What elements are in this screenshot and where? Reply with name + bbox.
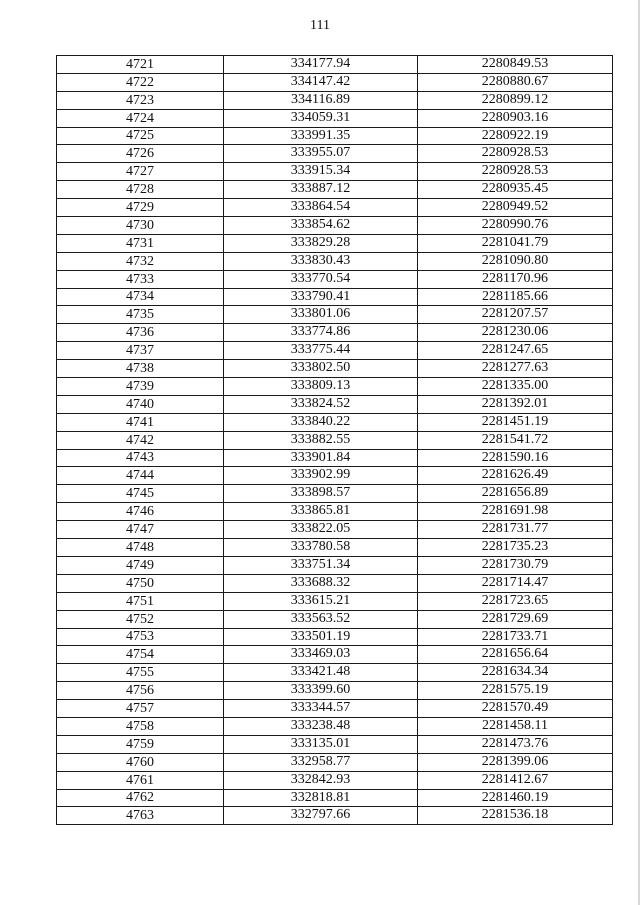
point-number-cell: 4744 (57, 467, 224, 485)
point-number-cell: 4747 (57, 521, 224, 539)
x-coordinate-cell: 333469.03 (224, 646, 418, 664)
point-number-cell: 4762 (57, 789, 224, 807)
table-row (57, 252, 613, 270)
point-number-cell: 4751 (57, 592, 224, 610)
table-row (57, 270, 613, 288)
x-coordinate-cell: 333615.21 (224, 592, 418, 610)
y-coordinate-cell: 2280928.53 (418, 163, 613, 181)
table-row (57, 610, 613, 628)
table-row (57, 521, 613, 539)
x-coordinate-cell: 334147.42 (224, 73, 418, 91)
table-row (57, 145, 613, 163)
x-coordinate-cell: 333751.34 (224, 556, 418, 574)
table-row (57, 234, 613, 252)
table-row (57, 181, 613, 199)
point-number-cell: 4732 (57, 252, 224, 270)
y-coordinate-cell: 2281335.00 (418, 378, 613, 396)
point-number-cell: 4737 (57, 342, 224, 360)
point-number-cell: 4723 (57, 91, 224, 109)
x-coordinate-cell: 333501.19 (224, 628, 418, 646)
point-number-cell: 4738 (57, 360, 224, 378)
x-coordinate-cell: 333915.34 (224, 163, 418, 181)
table-row (57, 664, 613, 682)
point-number-cell: 4741 (57, 413, 224, 431)
y-coordinate-cell: 2281731.77 (418, 521, 613, 539)
x-coordinate-cell: 333840.22 (224, 413, 418, 431)
point-number-cell: 4733 (57, 270, 224, 288)
table-row (57, 91, 613, 109)
x-coordinate-cell: 333790.41 (224, 288, 418, 306)
y-coordinate-cell: 2281656.64 (418, 646, 613, 664)
x-coordinate-cell: 333774.86 (224, 324, 418, 342)
x-coordinate-cell: 333399.60 (224, 682, 418, 700)
table-row (57, 449, 613, 467)
point-number-cell: 4758 (57, 717, 224, 735)
table-row (57, 413, 613, 431)
y-coordinate-cell: 2281626.49 (418, 467, 613, 485)
x-coordinate-cell: 333955.07 (224, 145, 418, 163)
y-coordinate-cell: 2280922.19 (418, 127, 613, 145)
point-number-cell: 4754 (57, 646, 224, 664)
y-coordinate-cell: 2280899.12 (418, 91, 613, 109)
y-coordinate-cell: 2281730.79 (418, 556, 613, 574)
table-row (57, 109, 613, 127)
y-coordinate-cell: 2281451.19 (418, 413, 613, 431)
table-row (57, 324, 613, 342)
table-row (57, 628, 613, 646)
x-coordinate-cell: 333688.32 (224, 574, 418, 592)
table-row (57, 56, 613, 74)
table-row (57, 556, 613, 574)
point-number-cell: 4761 (57, 771, 224, 789)
y-coordinate-cell: 2281412.67 (418, 771, 613, 789)
point-number-cell: 4750 (57, 574, 224, 592)
table-row (57, 807, 613, 825)
y-coordinate-cell: 2281735.23 (418, 539, 613, 557)
point-number-cell: 4740 (57, 395, 224, 413)
point-number-cell: 4759 (57, 735, 224, 753)
x-coordinate-cell: 334059.31 (224, 109, 418, 127)
point-number-cell: 4724 (57, 109, 224, 127)
x-coordinate-cell: 333421.48 (224, 664, 418, 682)
table-row (57, 592, 613, 610)
point-number-cell: 4749 (57, 556, 224, 574)
x-coordinate-cell: 333854.62 (224, 217, 418, 235)
point-number-cell: 4739 (57, 378, 224, 396)
point-number-cell: 4722 (57, 73, 224, 91)
table-row (57, 646, 613, 664)
y-coordinate-cell: 2281733.71 (418, 628, 613, 646)
y-coordinate-cell: 2280949.52 (418, 199, 613, 217)
y-coordinate-cell: 2281570.49 (418, 700, 613, 718)
x-coordinate-cell: 333829.28 (224, 234, 418, 252)
point-number-cell: 4757 (57, 700, 224, 718)
x-coordinate-cell: 333830.43 (224, 252, 418, 270)
y-coordinate-cell: 2281247.65 (418, 342, 613, 360)
y-coordinate-cell: 2281575.19 (418, 682, 613, 700)
y-coordinate-cell: 2281460.19 (418, 789, 613, 807)
table-row (57, 127, 613, 145)
x-coordinate-cell: 333802.50 (224, 360, 418, 378)
x-coordinate-cell: 334177.94 (224, 56, 418, 74)
x-coordinate-cell: 332818.81 (224, 789, 418, 807)
table-row (57, 539, 613, 557)
point-number-cell: 4745 (57, 485, 224, 503)
y-coordinate-cell: 2281473.76 (418, 735, 613, 753)
x-coordinate-cell: 333901.84 (224, 449, 418, 467)
y-coordinate-cell: 2280849.53 (418, 56, 613, 74)
point-number-cell: 4728 (57, 181, 224, 199)
y-coordinate-cell: 2281656.89 (418, 485, 613, 503)
table-row (57, 700, 613, 718)
y-coordinate-cell: 2280990.76 (418, 217, 613, 235)
x-coordinate-cell: 333801.06 (224, 306, 418, 324)
y-coordinate-cell: 2281041.79 (418, 234, 613, 252)
x-coordinate-cell: 333770.54 (224, 270, 418, 288)
y-coordinate-cell: 2281723.65 (418, 592, 613, 610)
point-number-cell: 4735 (57, 306, 224, 324)
x-coordinate-cell: 333864.54 (224, 199, 418, 217)
table-row (57, 771, 613, 789)
x-coordinate-cell: 333822.05 (224, 521, 418, 539)
point-number-cell: 4755 (57, 664, 224, 682)
point-number-cell: 4748 (57, 539, 224, 557)
x-coordinate-cell: 333824.52 (224, 395, 418, 413)
point-number-cell: 4730 (57, 217, 224, 235)
y-coordinate-cell: 2281729.69 (418, 610, 613, 628)
y-coordinate-cell: 2281392.01 (418, 395, 613, 413)
y-coordinate-cell: 2280935.45 (418, 181, 613, 199)
x-coordinate-cell: 334116.89 (224, 91, 418, 109)
point-number-cell: 4729 (57, 199, 224, 217)
table-row (57, 378, 613, 396)
table-row (57, 467, 613, 485)
point-number-cell: 4734 (57, 288, 224, 306)
x-coordinate-cell: 333135.01 (224, 735, 418, 753)
y-coordinate-cell: 2281399.06 (418, 753, 613, 771)
x-coordinate-cell: 333780.58 (224, 539, 418, 557)
y-coordinate-cell: 2281170.96 (418, 270, 613, 288)
x-coordinate-cell: 333563.52 (224, 610, 418, 628)
coordinates-table (56, 55, 613, 825)
point-number-cell: 4721 (57, 56, 224, 74)
y-coordinate-cell: 2281185.66 (418, 288, 613, 306)
x-coordinate-cell: 333882.55 (224, 431, 418, 449)
y-coordinate-cell: 2281230.06 (418, 324, 613, 342)
table-row (57, 574, 613, 592)
y-coordinate-cell: 2280880.67 (418, 73, 613, 91)
table-row (57, 342, 613, 360)
table-row (57, 360, 613, 378)
page-number: 111 (310, 18, 330, 33)
x-coordinate-cell: 333887.12 (224, 181, 418, 199)
y-coordinate-cell: 2281634.34 (418, 664, 613, 682)
coordinates-table-body (57, 56, 613, 825)
y-coordinate-cell: 2281714.47 (418, 574, 613, 592)
table-row (57, 217, 613, 235)
point-number-cell: 4727 (57, 163, 224, 181)
y-coordinate-cell: 2281541.72 (418, 431, 613, 449)
table-row (57, 735, 613, 753)
x-coordinate-cell: 333238.48 (224, 717, 418, 735)
x-coordinate-cell: 332842.93 (224, 771, 418, 789)
y-coordinate-cell: 2281590.16 (418, 449, 613, 467)
table-row (57, 503, 613, 521)
table-row (57, 288, 613, 306)
point-number-cell: 4746 (57, 503, 224, 521)
y-coordinate-cell: 2281090.80 (418, 252, 613, 270)
table-row (57, 717, 613, 735)
table-row (57, 682, 613, 700)
y-coordinate-cell: 2281536.18 (418, 807, 613, 825)
point-number-cell: 4752 (57, 610, 224, 628)
table-row (57, 431, 613, 449)
y-coordinate-cell: 2281277.63 (418, 360, 613, 378)
point-number-cell: 4760 (57, 753, 224, 771)
x-coordinate-cell: 332797.66 (224, 807, 418, 825)
x-coordinate-cell: 333775.44 (224, 342, 418, 360)
table-row (57, 73, 613, 91)
table-row (57, 199, 613, 217)
x-coordinate-cell: 333344.57 (224, 700, 418, 718)
table-row (57, 753, 613, 771)
point-number-cell: 4763 (57, 807, 224, 825)
y-coordinate-cell: 2281458.11 (418, 717, 613, 735)
point-number-cell: 4742 (57, 431, 224, 449)
table-row (57, 306, 613, 324)
point-number-cell: 4753 (57, 628, 224, 646)
point-number-cell: 4736 (57, 324, 224, 342)
x-coordinate-cell: 332958.77 (224, 753, 418, 771)
x-coordinate-cell: 333898.57 (224, 485, 418, 503)
x-coordinate-cell: 333902.99 (224, 467, 418, 485)
y-coordinate-cell: 2281207.57 (418, 306, 613, 324)
y-coordinate-cell: 2280903.16 (418, 109, 613, 127)
point-number-cell: 4725 (57, 127, 224, 145)
point-number-cell: 4756 (57, 682, 224, 700)
y-coordinate-cell: 2280928.53 (418, 145, 613, 163)
table-row (57, 789, 613, 807)
table-row (57, 163, 613, 181)
table-row (57, 395, 613, 413)
x-coordinate-cell: 333991.35 (224, 127, 418, 145)
y-coordinate-cell: 2281691.98 (418, 503, 613, 521)
x-coordinate-cell: 333809.13 (224, 378, 418, 396)
table-row (57, 485, 613, 503)
point-number-cell: 4726 (57, 145, 224, 163)
point-number-cell: 4743 (57, 449, 224, 467)
x-coordinate-cell: 333865.81 (224, 503, 418, 521)
point-number-cell: 4731 (57, 234, 224, 252)
